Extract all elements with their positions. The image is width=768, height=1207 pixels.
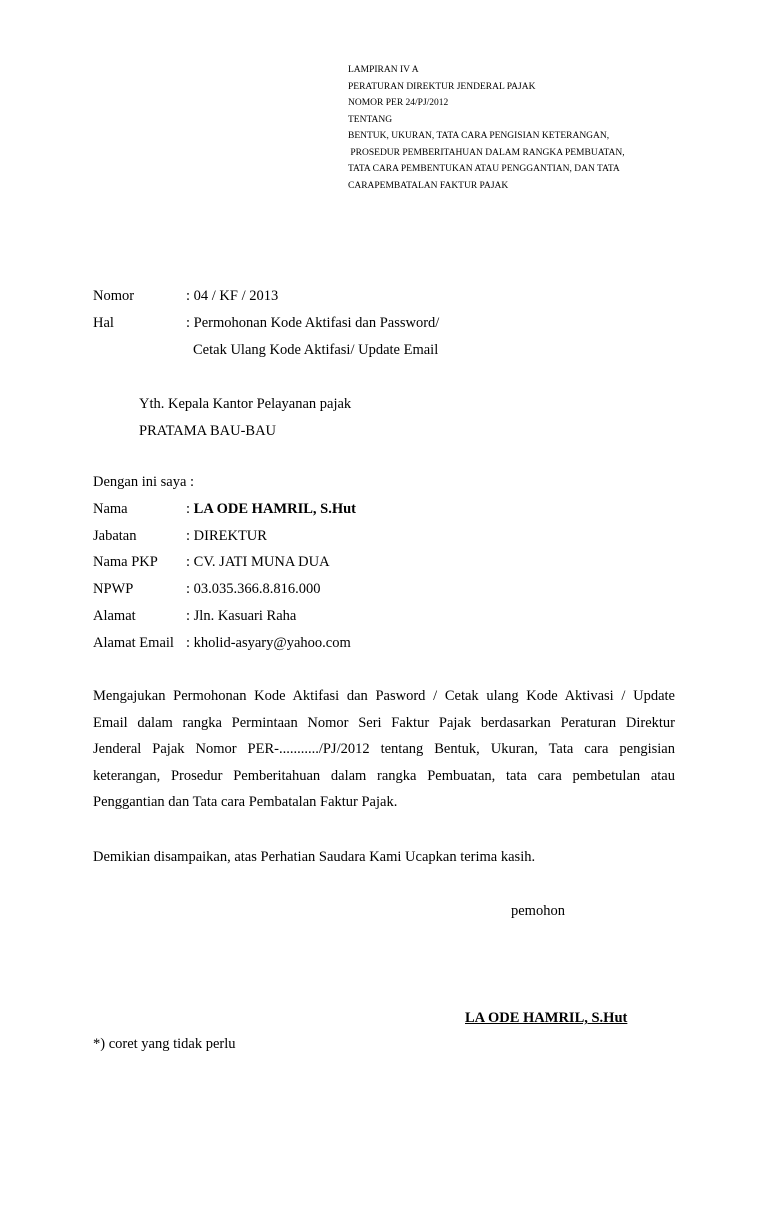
header-line: TATA CARA PEMBENTUKAN ATAU PENGGANTIAN, DAN TATA: [348, 164, 620, 174]
npwp-value: : 03.035.366.8.816.000: [186, 581, 321, 597]
paragraph-line: Jenderal Pajak Nomor PER-.........../PJ/2012 tentang Bentuk, Ukuran, Tata cara pengisian: [93, 741, 675, 757]
header-line: CARAPEMBATALAN FAKTUR PAJAK: [348, 180, 509, 191]
pkp-label: Nama PKP: [93, 554, 158, 570]
pkp-value: : CV. JATI MUNA DUA: [186, 554, 330, 570]
email-row: [93, 633, 351, 653]
alamat-row: [93, 606, 296, 626]
pkp-row: [93, 552, 330, 572]
closing-text: Demikian disampaikan, atas Perhatian Saudara Kami Ucapkan terima kasih.: [93, 849, 536, 865]
nomor-value: : 04 / KF / 2013: [186, 288, 279, 304]
email-value: : kholid-asyary@yahoo.com: [186, 635, 351, 651]
hal-value: : Permohonan Kode Aktifasi dan Password/: [186, 315, 440, 331]
header-line: PERATURAN DIREKTUR JENDERAL PAJAK: [348, 81, 536, 92]
nomor-label: Nomor: [93, 288, 135, 304]
paragraph-line: keterangan, Prosedur Pemberitahuan dalam rangka Pembuatan, tata cara pembetulan atau: [93, 767, 675, 784]
nama-value: LA ODE HAMRIL, S.Hut: [193, 501, 357, 517]
npwp-row: [93, 579, 321, 599]
jabatan-row: [93, 526, 267, 546]
jabatan-label: Jabatan: [93, 528, 137, 544]
nomor-row: [93, 286, 278, 306]
email-label: Alamat Email: [93, 635, 174, 651]
hal-label: Hal: [93, 315, 114, 331]
pemohon-label: pemohon: [511, 903, 565, 919]
paragraph-line: Penggantian dan Tata cara Pembatalan Faktur Pajak.: [93, 794, 398, 810]
recipient-office: PRATAMA BAU-BAU: [139, 423, 277, 439]
intro-text: Dengan ini saya :: [93, 474, 195, 490]
alamat-value: : Jln. Kasuari Raha: [186, 608, 297, 624]
header-line: TENTANG: [348, 114, 393, 125]
request-paragraph: [93, 683, 675, 816]
regulation-header: [348, 62, 728, 194]
hal-value-continued: Cetak Ulang Kode Aktifasi/ Update Email: [193, 342, 439, 358]
signer-name: LA ODE HAMRIL, S.Hut: [465, 1010, 628, 1026]
jabatan-value: : DIREKTUR: [186, 528, 267, 544]
header-line: LAMPIRAN IV A: [348, 65, 419, 75]
nama-colon: :: [186, 501, 194, 517]
alamat-label: Alamat: [93, 608, 136, 624]
hal-row: [93, 313, 439, 333]
npwp-label: NPWP: [93, 581, 134, 597]
recipient-line: Yth. Kepala Kantor Pelayanan pajak: [139, 396, 352, 412]
header-line: BENTUK, UKURAN, TATA CARA PENGISIAN KETERANGAN,: [348, 131, 610, 141]
paragraph-line: Email dalam rangka Permintaan Nomor Seri Faktur Pajak berdasarkan Peraturan Direktur: [93, 714, 675, 731]
header-line: PROSEDUR PEMBERITAHUAN DALAM RANGKA PEMBUATAN,: [348, 147, 625, 158]
nama-row: [93, 499, 356, 519]
header-line: NOMOR PER 24/PJ/2012: [348, 98, 449, 108]
nama-label: Nama: [93, 501, 128, 517]
paragraph-line: Mengajukan Permohonan Kode Aktifasi dan Pasword / Cetak ulang Kode Aktivasi / Update: [93, 688, 675, 704]
footnote: *) coret yang tidak perlu: [93, 1036, 236, 1052]
